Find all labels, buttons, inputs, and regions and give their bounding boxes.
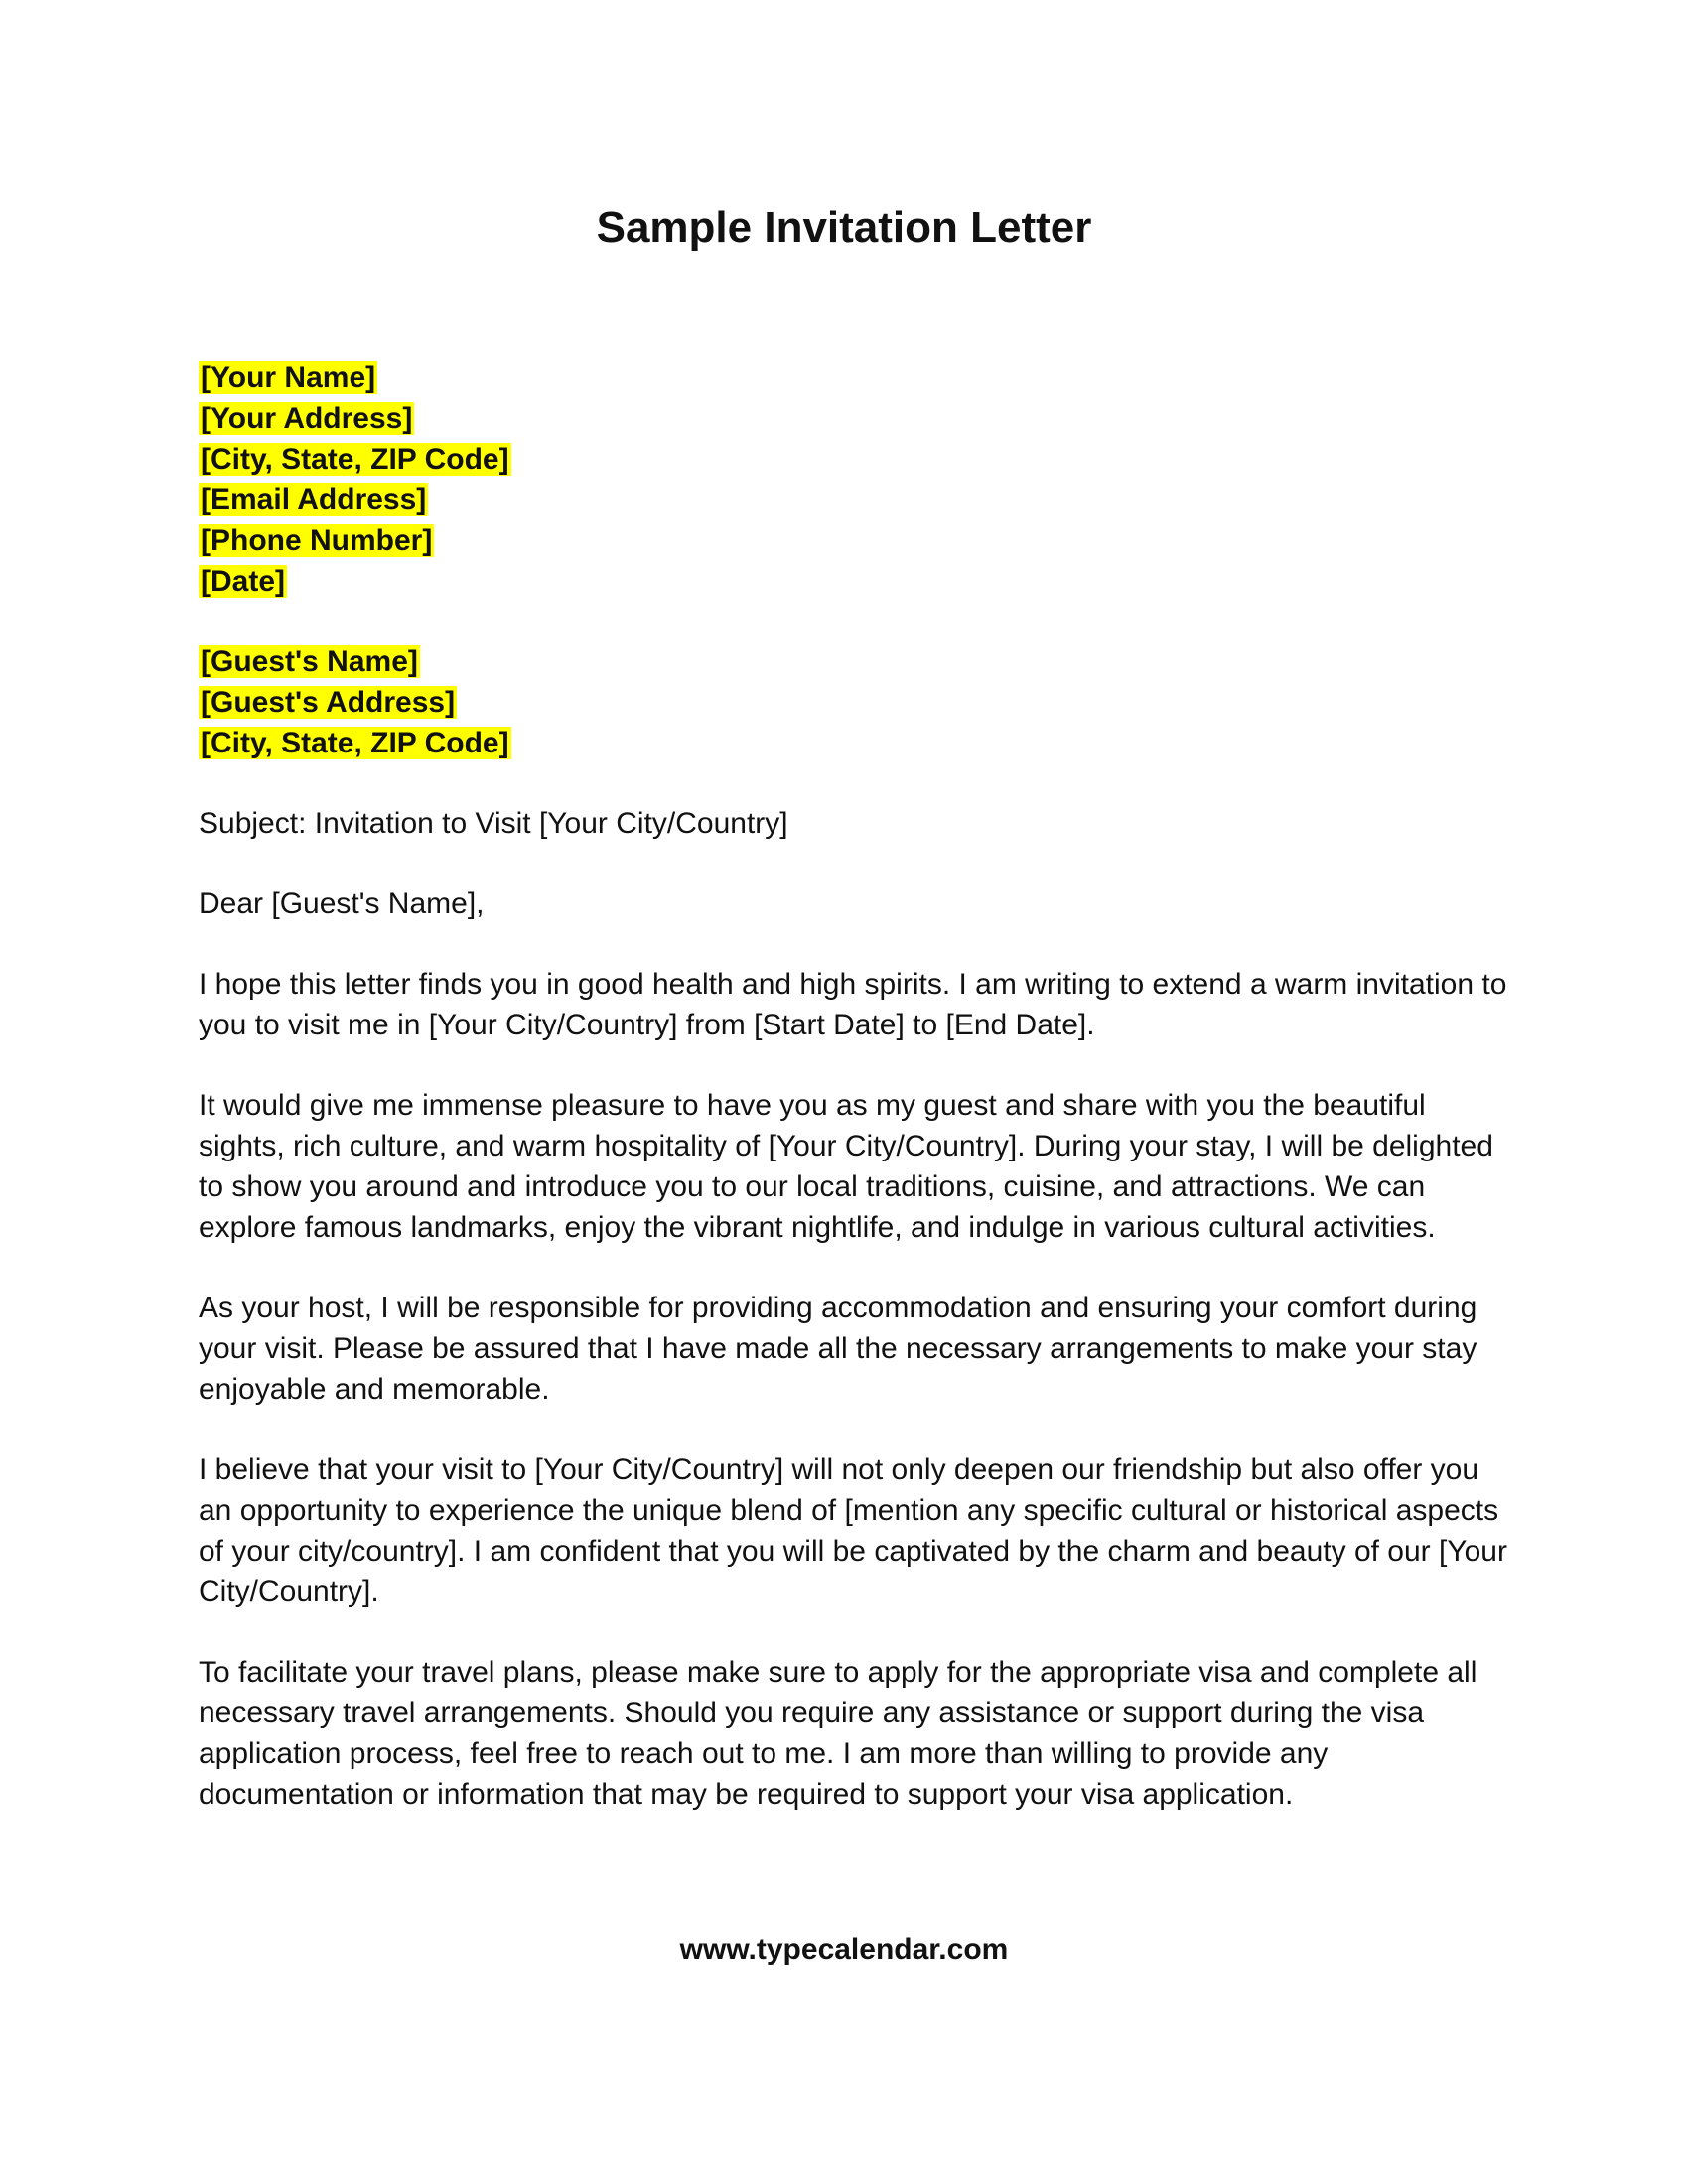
body-paragraph: I hope this letter finds you in good health and high spirits. I am writing to extend a warm invitation to you to visit me in [Your City/Country] from [Start Date] to [End Date]. [199,968,1507,1041]
salutation: Dear [Guest's Name], [199,887,485,920]
body-paragraph: As your host, I will be responsible for providing accommodation and ensuring your comfort during your visit. Please be assured that I have made all the necessary arrangements to make your stay enjoyable and memorable. [199,1292,1477,1406]
sender-name: [Your Name] [201,361,376,394]
recipient-block [199,641,1509,763]
subject-line: Subject: Invitation to Visit [Your City/Country] [199,807,788,840]
sender-phone: [Phone Number] [201,524,433,557]
page-title: Sample Invitation Letter [596,204,1092,252]
body-paragraph: It would give me immense pleasure to have you as my guest and share with you the beautiful sights, rich culture, and warm hospitality of [Your City/Country]. During your stay, I will be delighted to show you around and introduce you to our local traditions, cuisine, and attractions. We can explore famous landmarks, enjoy the vibrant nightlife, and indulge in various cultural activities. [199,1089,1493,1244]
sender-email: [Email Address] [201,483,427,516]
body-paragraph: To facilitate your travel plans, please make sure to apply for the appropriate visa and complete all necessary travel arrangements. Should you require any assistance or support during the visa application process, feel free to reach out to me. I am more than willing to provide any documentation or information that may be required to support your visa application. [199,1656,1477,1811]
recipient-name: [Guest's Name] [201,645,418,678]
sender-block [199,357,1509,602]
body-paragraph: I believe that your visit to [Your City/Country] will not only deepen our friendship but also offer you an opportunity to experience the unique blend of [mention any specific cultural or historical aspects of your city/country]. I am confident that you will be captivated by the charm and beauty of our [Your City/Country]. [199,1453,1507,1608]
sender-city-state-zip: [City, State, ZIP Code] [201,443,509,476]
sender-address: [Your Address] [201,402,413,435]
letter-date: [Date] [201,565,286,598]
recipient-city-state-zip: [City, State, ZIP Code] [201,727,509,759]
letter-content [199,357,1509,1854]
recipient-address: [Guest's Address] [201,686,456,719]
footer-website: www.typecalendar.com [679,1933,1009,1966]
